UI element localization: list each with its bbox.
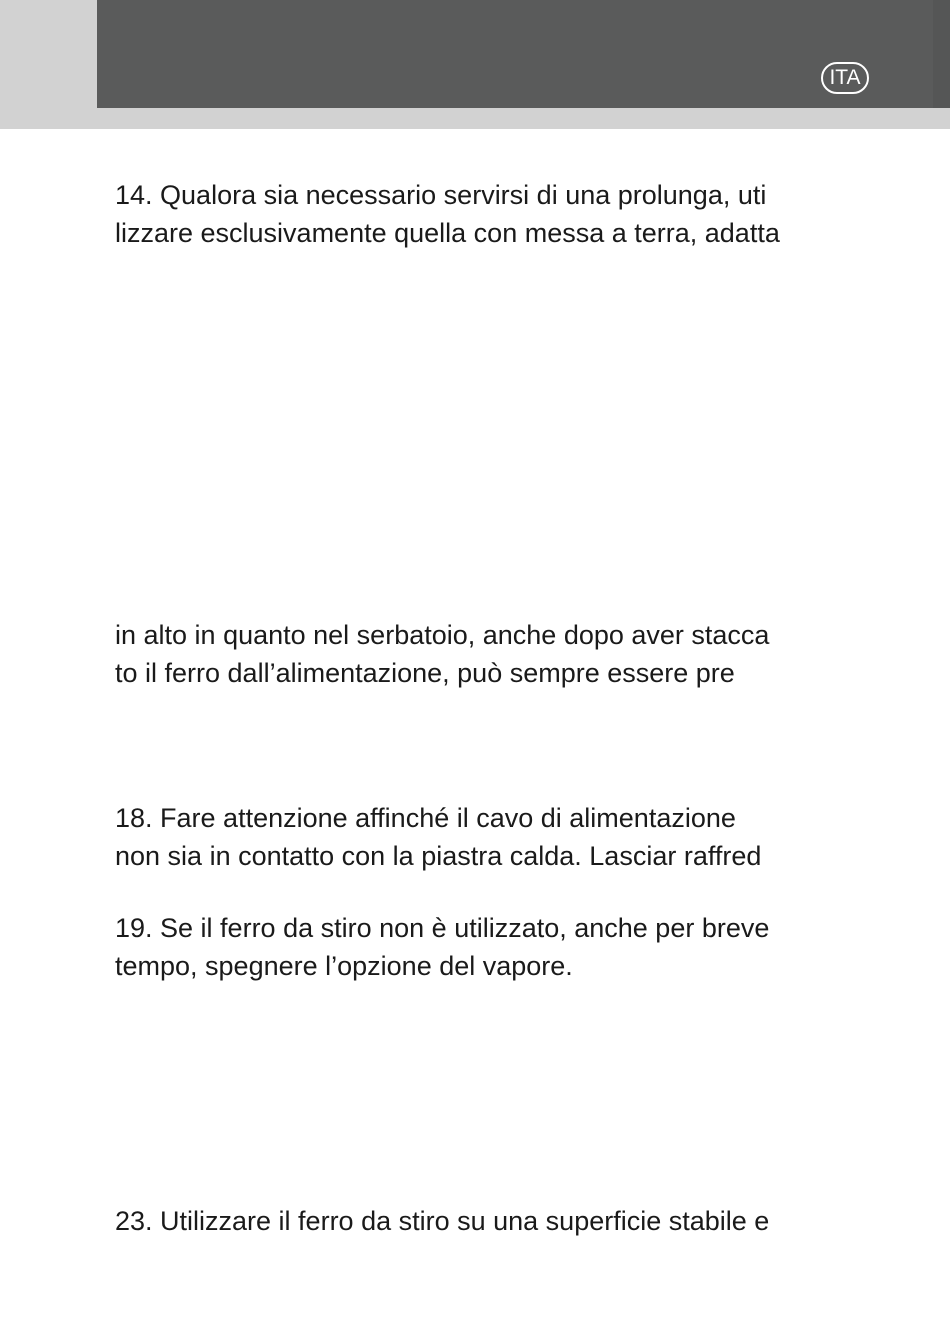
paragraph-14-line-2: lizzare esclusivamente quella con messa a terra, adatta [115, 218, 780, 248]
paragraph-18-line-2: non sia in contatto con la piastra calda. Lasciar raffred [115, 841, 762, 871]
paragraph-18-line-1: 18. Fare attenzione affinché il cavo di alimentazione [115, 803, 736, 833]
paragraph-23 [115, 1202, 905, 1240]
paragraph-19 [115, 909, 905, 985]
header-band-dark [97, 0, 950, 108]
paragraph-18 [115, 799, 905, 875]
paragraph-continuation-line-1: in alto in quanto nel serbatoio, anche dopo aver stacca [115, 620, 770, 650]
paragraph-14 [115, 176, 905, 252]
paragraph-continuation-line-2: to il ferro dall’alimentazione, può sempre essere pre [115, 658, 735, 688]
paragraph-14-line-1: 14. Qualora sia necessario servirsi di una prolunga, uti [115, 180, 767, 210]
paragraph-continuation [115, 616, 905, 692]
paragraph-19-line-1: 19. Se il ferro da stiro non è utilizzato, anche per breve [115, 913, 770, 943]
language-badge: ITA [821, 62, 869, 94]
paragraph-19-line-2: tempo, spegnere l’opzione del vapore. [115, 951, 573, 981]
paragraph-23-line-1: 23. Utilizzare il ferro da stiro su una superficie stabile e [115, 1206, 770, 1236]
header-band-edge [933, 0, 950, 108]
